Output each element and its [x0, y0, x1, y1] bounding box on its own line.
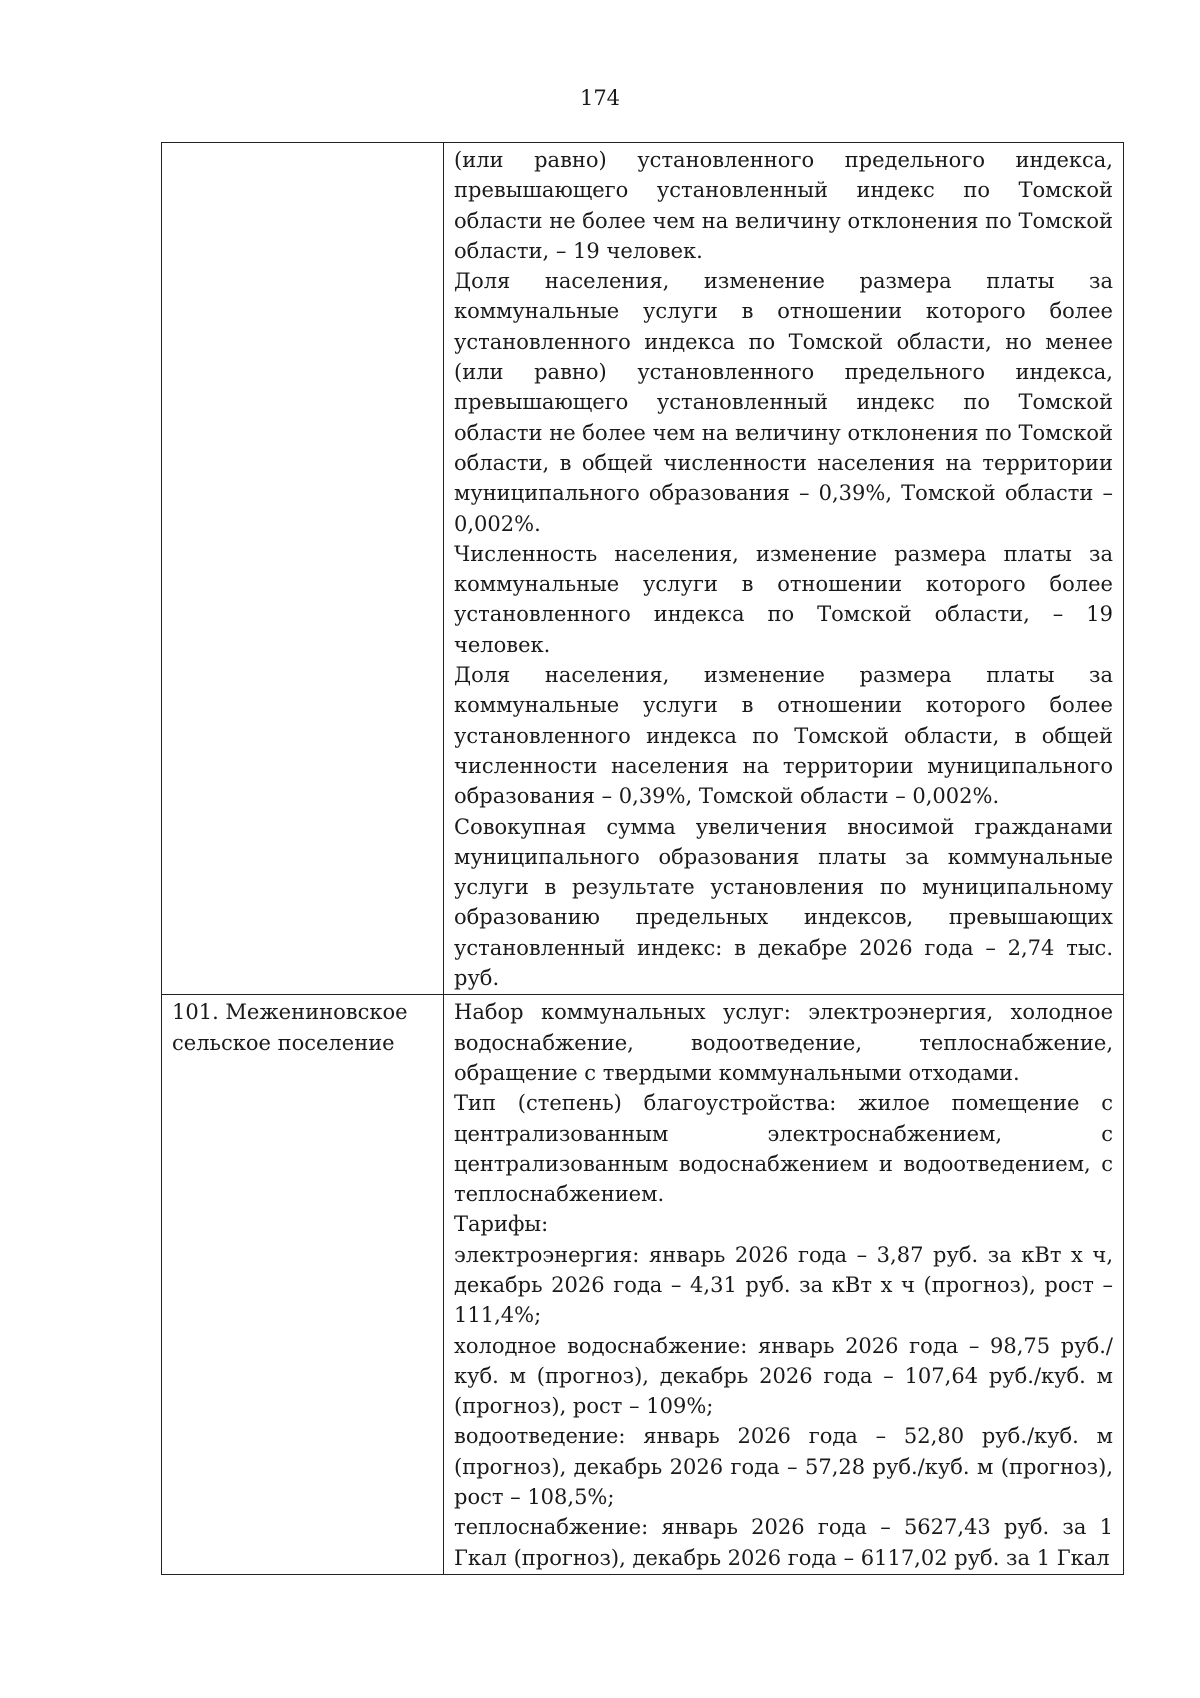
description-cell — [444, 995, 1124, 1575]
paragraph: холодное водоснабжение: январь 2026 года – 98,75 руб./куб. м (прогноз), декабрь 2026 года – 107,64 руб./куб. м (прогноз), рост – 109%; — [454, 1333, 1113, 1419]
table-row — [162, 143, 1124, 995]
paragraph: Набор коммунальных услуг: электроэнергия, холодное водоснабжение, водоотведение, теплоснабжение, обращение с твердыми коммунальными отходами. — [454, 1000, 1113, 1085]
paragraph: Доля населения, изменение размера платы за коммунальные услуги в отношении которого более установленного индекса по Томской области, в общей численности населения на территории муниципального образования – 0,39%, Томской области – 0,002%. — [454, 663, 1113, 809]
paragraph: Совокупная сумма увеличения вносимой гражданами муниципального образования платы за коммунальные услуги в результате установления по муниципальному образованию предельных индексов, превышающих установленный индекс: в декабре 2026 года – 2,74 тыс. руб. — [454, 814, 1113, 991]
table-row — [162, 995, 1124, 1575]
paragraph: электроэнергия: январь 2026 года – 3,87 руб. за кВт х ч, декабрь 2026 года – 4,31 руб. за кВт х ч (прогноз), рост – 111,4%; — [454, 1242, 1113, 1328]
page-number: 174 — [579, 86, 621, 110]
paragraph: Тип (степень) благоустройства: жилое помещение с централизованным электроснабжением, с централизованным водоснабжением и водоотведением, с теплоснабжением. — [454, 1091, 1113, 1207]
municipality-cell — [162, 995, 444, 1575]
municipality-label: 101. Межениновское сельское поселение — [172, 1000, 408, 1055]
paragraph: (или равно) установленного предельного индекса, превышающего установленный индекс по Томской области не более чем на величину отклонения по Томской области, – 19 человек. — [454, 148, 1113, 263]
paragraph: Численность населения, изменение размера платы за коммунальные услуги в отношении которого более установленного индекса по Томской области, – 19 человек. — [454, 541, 1113, 657]
paragraph: Тарифы: — [454, 1212, 549, 1237]
document-table — [161, 142, 1124, 1575]
description-cell — [444, 143, 1124, 995]
municipality-cell — [162, 143, 444, 995]
paragraph: Доля населения, изменение размера платы за коммунальные услуги в отношении которого более установленного индекса по Томской области, но менее (или равно) установленного предельного индекса, превышающего установленный индекс по Томской области не более чем на величину отклонения по Томской области, в общей численности населения на территории муниципального образования – 0,39%, Томской области – 0,002%. — [454, 269, 1113, 536]
paragraph: теплоснабжение: январь 2026 года – 5627,43 руб. за 1 Гкал (прогноз), декабрь 2026 года – 6117,02 руб. за 1 Гкал — [454, 1515, 1113, 1570]
paragraph: водоотведение: январь 2026 года – 52,80 руб./куб. м (прогноз), декабрь 2026 года – 57,28 руб./куб. м (прогноз), рост – 108,5%; — [454, 1424, 1113, 1510]
